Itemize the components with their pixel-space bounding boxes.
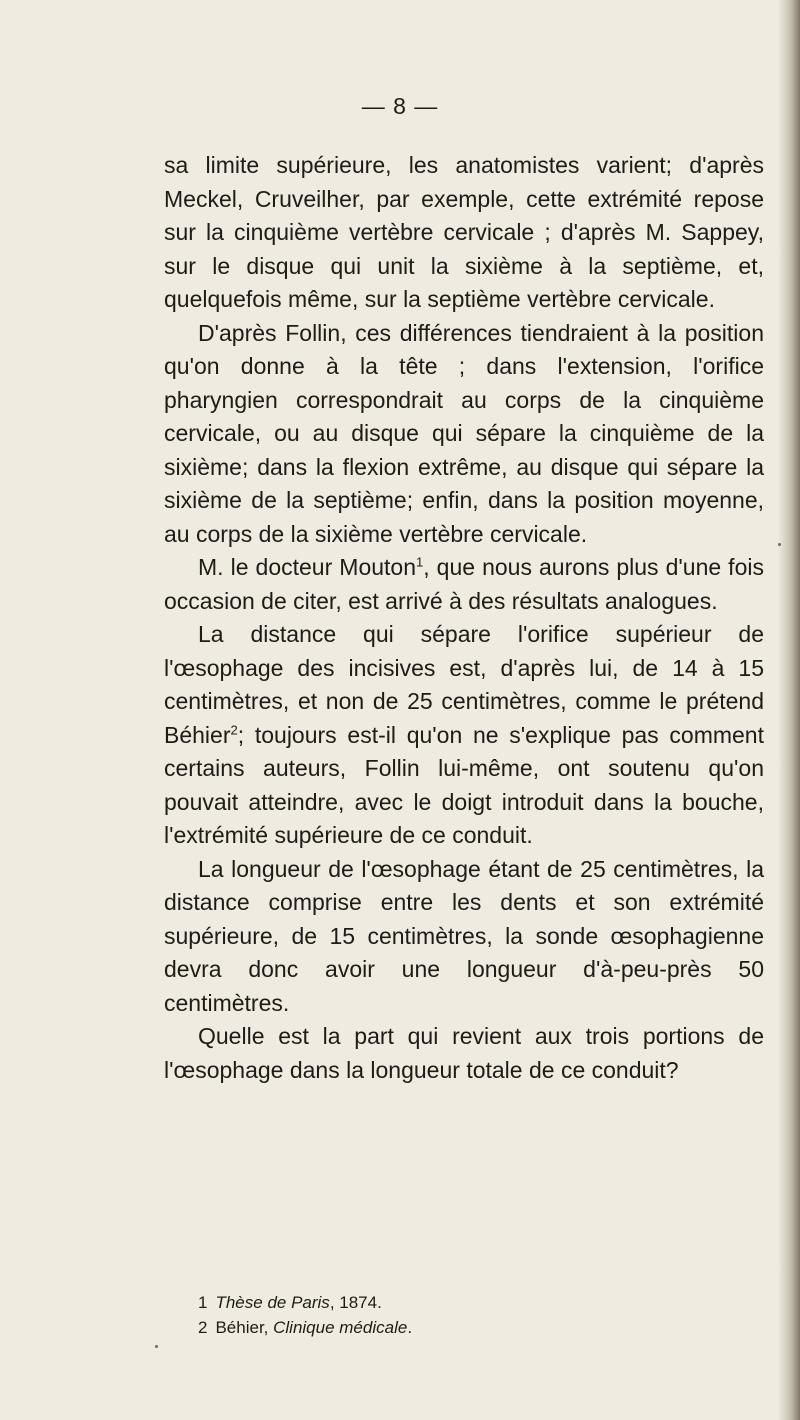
footnote-title: Clinique médicale <box>273 1318 408 1337</box>
footnote-title: Thèse de Paris <box>215 1293 330 1312</box>
paragraph-6: Quelle est la part qui revient aux trois portions de l'œsophage dans la longueur totale de ce conduit? <box>164 1023 764 1083</box>
page-number: — 8 — <box>361 93 439 119</box>
paragraph-4-text-a: La distance qui sépare l'orifice supérieur de l'œsophage des incisives est, d'après lui, de 14 à 15 centimètres, et non de 25 centimètres, comme le prétend Béhier <box>164 621 764 748</box>
paragraph-2: D'après Follin, ces différences tiendraient à la position qu'on donne à la tête ; dans l'extension, l'orifice pharyngien correspondrait au corps de la cinquième cervicale, ou au disque qui sépare la cinquième de la sixième; dans la flexion extrême, au disque qui sépare la sixième de la septième; enfin, dans la position moyenne, au corps de la sixième vertèbre cervicale. <box>164 319 764 547</box>
footnote-number: 1 <box>198 1293 208 1312</box>
paragraph-3-text-a: M. le docteur Mouton <box>198 554 416 580</box>
footnote-number: 2 <box>198 1318 208 1337</box>
footnote-1 <box>198 1290 758 1315</box>
page-edge-shadow <box>778 0 800 1420</box>
paragraph-4-text-b: ; toujours est-il qu'on ne s'explique pas comment certains auteurs, Follin lui-même, ont soutenu qu'on pouvait atteindre, avec le doigt introduit dans la bouche, l'extrémité supérieure de ce conduit. <box>164 721 764 848</box>
paragraph-1: sa limite supérieure, les anatomistes varient; d'après Meckel, Cruveilher, par exemple, cette extrémité repose sur la cinquième vertèbre cervicale ; d'après M. Sappey, sur le disque qui unit la sixième à la septième, et, quelquefois même, sur la septième vertèbre cervicale. <box>164 152 764 312</box>
ink-speck <box>155 1345 158 1348</box>
body-text <box>164 149 764 1087</box>
paragraph-3 <box>164 551 764 618</box>
footnotes <box>198 1290 758 1340</box>
paragraph-4 <box>164 618 764 853</box>
paragraph-3-text-b: , que nous aurons plus d'une fois occasion de citer, est arrivé à des résultats analogues. <box>164 554 764 614</box>
footnote-2 <box>198 1315 758 1340</box>
footnote-ref-2: 2 <box>230 721 238 737</box>
footnote-ref-1: 1 <box>416 554 424 570</box>
footnote-detail: . <box>407 1318 413 1337</box>
ink-speck <box>778 543 781 546</box>
paragraph-5: La longueur de l'œsophage étant de 25 centimètres, la distance comprise entre les dents et son extrémité supérieure, de 15 centimètres, la sonde œsophagienne devra donc avoir une longueur d'à-peu-près 50 centimètres. <box>164 855 764 1016</box>
footnote-detail: , 1874. <box>329 1293 382 1312</box>
footnote-author: Béhier, <box>215 1318 274 1337</box>
